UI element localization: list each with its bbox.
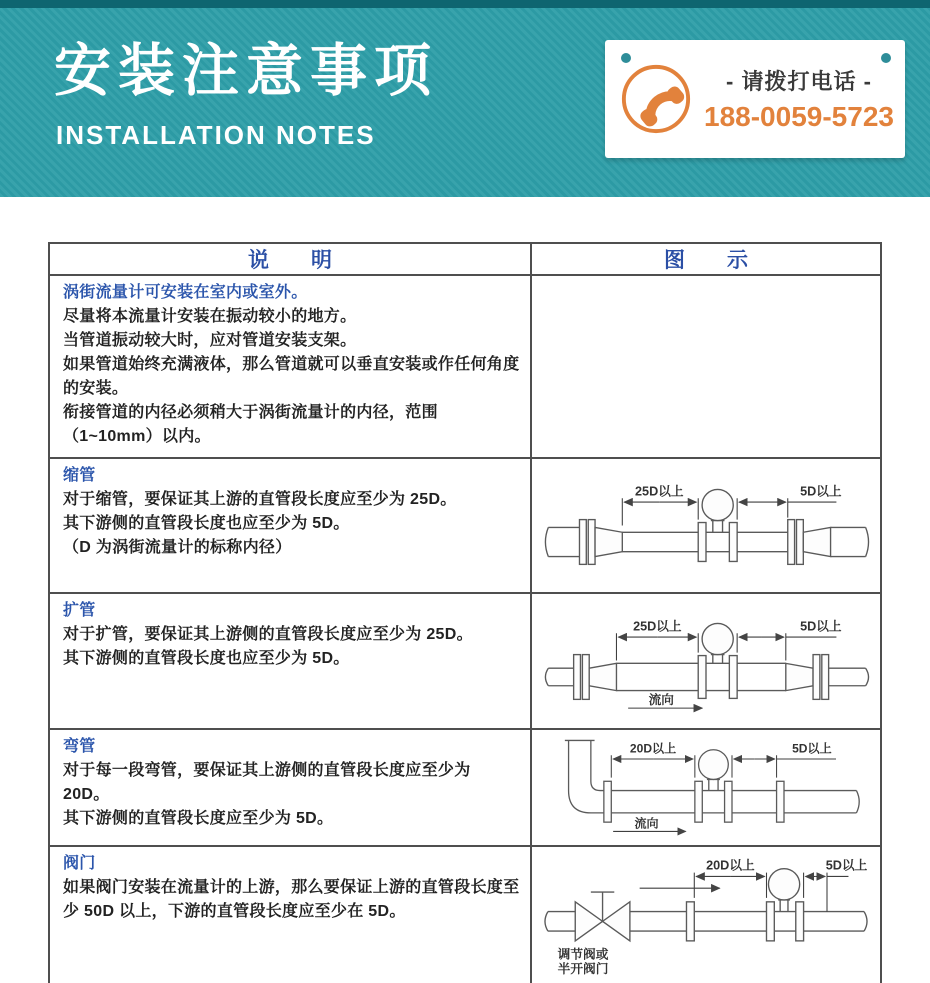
phone-card[interactable] <box>605 40 905 158</box>
section-heading: 缩管 <box>63 467 96 484</box>
dimension-label-downstream: 5D以上 <box>800 483 842 498</box>
flow-direction-label: 流向 <box>648 693 674 708</box>
pin-dot-icon <box>621 53 631 63</box>
note-line: 其下游侧的直管段长度也应至少为 5D。 <box>63 650 350 667</box>
dimension-label-upstream: 25D以上 <box>633 619 682 634</box>
diagram-cell-expander <box>531 593 881 729</box>
dimension-label-downstream: 5D以上 <box>792 741 832 756</box>
note-line: 对于扩管，要保证其上游侧的直管段长度应至少为 25D。 <box>63 626 473 643</box>
section-heading: 扩管 <box>63 602 96 619</box>
installation-notes-table <box>48 242 882 983</box>
header-banner <box>0 0 930 197</box>
valve-pipe-diagram <box>538 855 874 976</box>
note-line: 如果阀门安装在流量计的上游，那么要保证上游的直管段长度至少 50D 以上，下游的直管段长度应至少在 5D。 <box>63 879 520 920</box>
note-line-highlight: 涡街流量计可安装在室内或室外。 <box>63 284 308 301</box>
note-line: 其下游侧的直管段长度也应至少为 5D。 <box>63 515 350 532</box>
note-line: （D 为涡街流量计的标称内径） <box>63 539 292 556</box>
dimension-label-downstream: 5D以上 <box>825 858 868 873</box>
phone-text-block <box>701 65 897 133</box>
note-cell-reducer <box>49 458 531 593</box>
col-header-illustration: 图 示 <box>531 243 881 275</box>
phone-number[interactable]: 188-0059-5723 <box>704 101 894 132</box>
reducer-pipe-diagram <box>538 469 874 578</box>
note-line: 如果管道始终充满液体，那么管道就可以垂直安装或作任何角度的安装。 <box>63 356 520 397</box>
table-row-reducer <box>49 458 881 593</box>
note-cell-expander <box>49 593 531 729</box>
table-row-valve <box>49 846 881 983</box>
diagram-cell-empty <box>531 275 881 458</box>
dimension-label-upstream: 25D以上 <box>635 483 684 498</box>
dimension-label-upstream: 20D以上 <box>706 858 755 873</box>
dimension-label-upstream: 20D以上 <box>629 741 677 756</box>
phone-call-label: - 请拨打电话 - <box>726 69 872 94</box>
banner-top-strip <box>0 0 930 8</box>
phone-handset-icon <box>619 62 693 136</box>
valve-label-line1: 调节阀或 <box>557 946 609 961</box>
diagram-cell-valve <box>531 846 881 983</box>
flow-direction-label: 流向 <box>634 816 659 831</box>
note-line: 对于缩管，要保证其上游的直管段长度应至少为 25D。 <box>63 491 457 508</box>
col-header-description: 说 明 <box>49 243 531 275</box>
expander-pipe-diagram <box>538 604 874 713</box>
diagram-cell-reducer <box>531 458 881 593</box>
table-header-row <box>49 243 881 275</box>
diagram-cell-bend <box>531 729 881 846</box>
table-row-general <box>49 275 881 458</box>
table-row-expander <box>49 593 881 729</box>
valve-label-line2: 半开阀门 <box>557 961 609 976</box>
table-row-bend <box>49 729 881 846</box>
dimension-label-downstream: 5D以上 <box>800 619 842 634</box>
section-heading: 阀门 <box>63 855 96 872</box>
note-cell-general <box>49 275 531 458</box>
note-cell-bend <box>49 729 531 846</box>
note-line: 对于每一段弯管，要保证其上游侧的直管段长度应至少为 20D。 <box>63 762 471 803</box>
bend-pipe-diagram <box>546 733 866 837</box>
note-cell-valve <box>49 846 531 983</box>
note-line: 衔接管道的内径必须稍大于涡街流量计的内径，范围（1~10mm）以内。 <box>63 404 438 445</box>
page-title: 安装注意事项 <box>54 39 438 103</box>
pin-dot-icon <box>881 53 891 63</box>
section-heading: 弯管 <box>63 738 96 755</box>
note-line: 当管道振动较大时，应对管道安装支架。 <box>63 332 357 349</box>
note-line: 其下游侧的直管段长度应至少为 5D。 <box>63 810 334 827</box>
page-subtitle: INSTALLATION NOTES <box>56 120 376 150</box>
note-line: 尽量将本流量计安装在振动较小的地方。 <box>63 308 357 325</box>
